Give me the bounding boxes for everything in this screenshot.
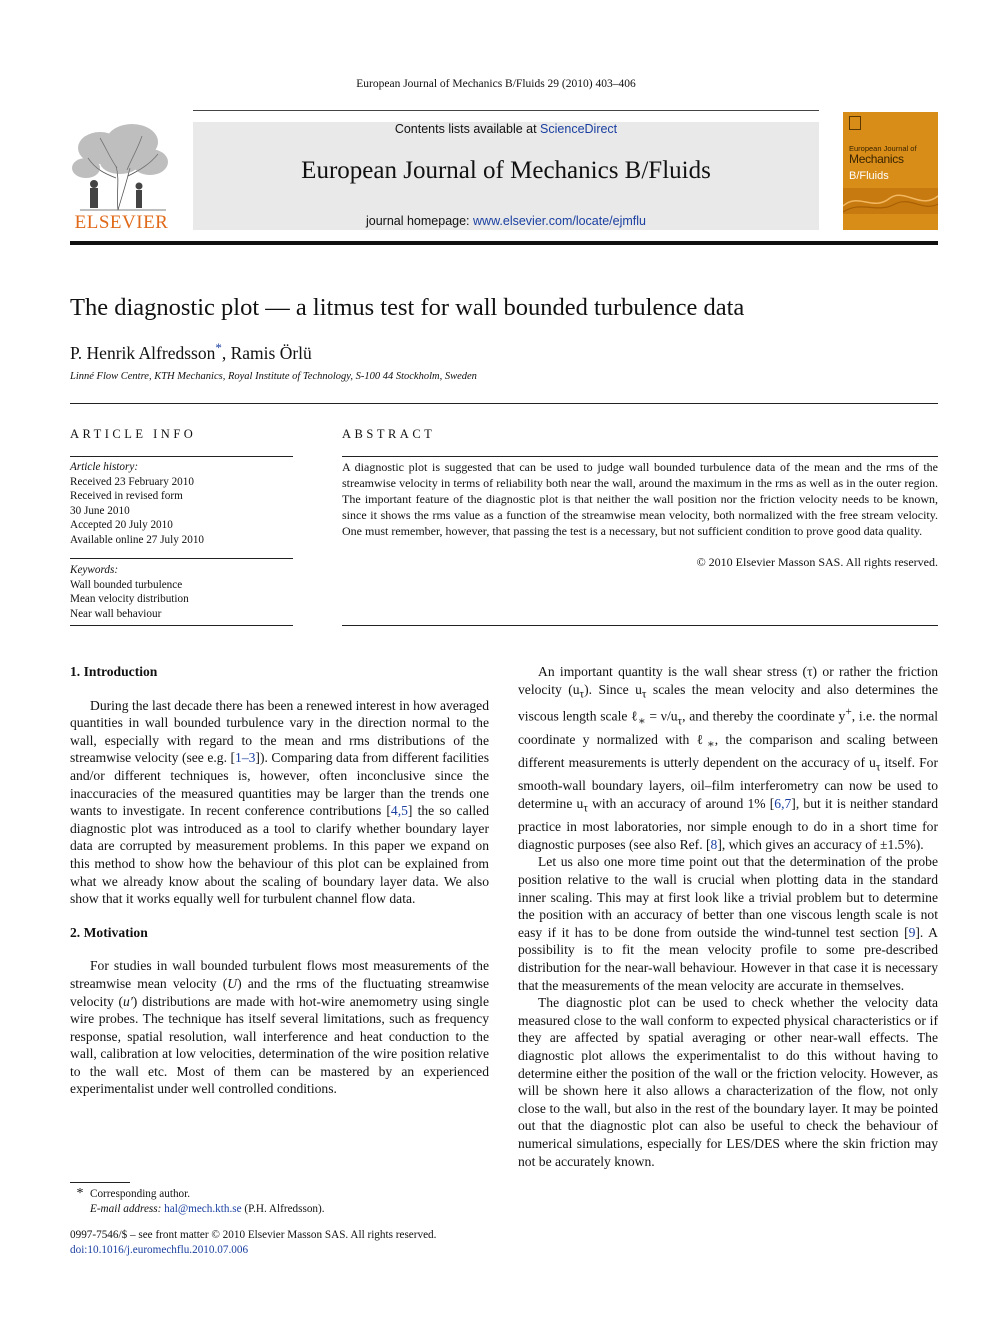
math-subscript: τ xyxy=(641,688,647,701)
paragraph xyxy=(518,853,938,994)
text-run: with an accuracy of around 1% [ xyxy=(587,795,775,811)
footnote xyxy=(70,1186,325,1217)
homepage-link[interactable]: www.elsevier.com/locate/ejmflu xyxy=(473,214,646,228)
abstract-rule xyxy=(342,625,938,626)
corresponding-author-mark[interactable]: * xyxy=(215,340,222,355)
publisher-logo-text: ELSEVIER xyxy=(74,212,169,233)
history-label: Article history: xyxy=(70,461,139,473)
citation-link[interactable]: 6,7 xyxy=(774,795,792,811)
citation-link[interactable]: 8 xyxy=(710,836,718,852)
body-right-column xyxy=(518,663,938,1170)
contents-prefix: Contents lists available at xyxy=(394,122,541,136)
footnote-rule xyxy=(70,1182,130,1183)
author-list xyxy=(70,340,312,364)
text-run: ] the so called diagnostic plot was introduced as a tool to clarify whether boundary layer data are corrupted by measurement problems. In this paper we expand on this method to show how the behaviour of this plot can be explained from what we already know about the scaling of boundary layer data. We also show that it works equally well for turbulent channel flow data. xyxy=(70,803,489,907)
text-run: scales the mean velocity and also determines the viscous length scale ℓ xyxy=(518,681,938,724)
journal-citation: European Journal of Mechanics B/Fluids 29 (2010) 403–406 xyxy=(356,78,636,90)
article-info-rule xyxy=(70,456,293,457)
email-label: E-mail address: xyxy=(90,1203,165,1215)
keywords xyxy=(70,563,300,621)
history-item: Accepted 20 July 2010 xyxy=(70,519,173,531)
paragraph xyxy=(70,957,489,1098)
footnote-mark: * xyxy=(76,1186,84,1201)
history-item: Available online 27 July 2010 xyxy=(70,533,205,546)
paragraph xyxy=(518,663,938,853)
text-run: , the comparison and scaling between different measurements is utterly dependent on the accuracy of u xyxy=(518,731,938,771)
homepage-prefix: journal homepage: xyxy=(365,214,474,228)
author-name: P. Henrik Alfredsson xyxy=(70,342,216,363)
citation-link[interactable]: 1–3 xyxy=(235,750,256,766)
author-separator: , xyxy=(221,342,231,363)
keywords-label: Keywords: xyxy=(70,564,119,576)
paragraph: The diagnostic plot can be used to check whether the velocity data measured close to the wall conform to expected physical characteristics or if they are affected by spatial averaging or other near-wall effects. The diagnostic plot allows the experimentalist to do this without having to determine either the position of the wall or the friction velocity. However, as will be shown here it also allows a characterization of the flow, not only close to the wall, but also in the rest of the boundary layer. It may be pointed out that the diagnostic plot can also be useful to check the behaviour of numerical simulations, especially for LES/DES where the skin friction may not be accurately known. xyxy=(518,995,938,1169)
text-run: During the last decade there has been a renewed interest in how averaged quantities in wall bounded turbulence vary in the direction normal to the wall, especially with regard to the mean and rms distributions of the streamwise velocity (see e.g. [ xyxy=(70,697,489,766)
text-run: itself. For smooth-wall boundary layers, oil–film interferometry can now be used to determine u xyxy=(518,755,939,811)
keyword-item: Wall bounded turbulence xyxy=(70,578,183,591)
article-info-heading: ARTICLE INFO xyxy=(70,427,197,441)
title-rule xyxy=(70,403,938,404)
body-left-column xyxy=(70,663,489,1098)
affiliation: Linné Flow Centre, KTH Mechanics, Royal Institute of Technology, S-100 44 Stockholm, Sweden xyxy=(70,371,477,382)
article-info-rule xyxy=(70,625,293,626)
issn-line: 0997-7546/$ – see front matter © 2010 Elsevier Masson SAS. All rights reserved. xyxy=(70,1229,437,1241)
cover-title-2: Mechanics xyxy=(849,152,904,166)
keyword-item: Near wall behaviour xyxy=(70,607,162,620)
abstract-text: A diagnostic plot is suggested that can be used to judge wall bounded turbulence data of the mean and the rms of the streamwise velocity in terms of reliability both near the wall, around the maximum in the rms as well as in the outer region. The important feature of the diagnostic plot is that neither the wall position nor the friction velocity needs to be known, since it shows the rms value as a function of the streamwise mean velocity, both normalized with the free stream velocity. One must remember, however, that passing the test is a necessary, but not sufficient condition to prove good data quality. xyxy=(342,460,938,538)
journal-name: European Journal of Mechanics B/Fluids xyxy=(301,157,711,184)
cover-pattern xyxy=(843,188,938,214)
math-subscript: τ xyxy=(677,715,683,728)
abstract-heading: ABSTRACT xyxy=(342,427,436,441)
author-name: Ramis Örlü xyxy=(230,342,312,363)
math-superscript: + xyxy=(845,705,852,718)
journal-homepage xyxy=(193,214,819,228)
section-heading: 2. Motivation xyxy=(70,924,148,940)
abstract-rule xyxy=(342,456,938,457)
text-run: ]. A possibility is to fit the mean velocity profile to some pre-described distribution for the near-wall behaviour. However in that case it is necessary that the measurements of the mean velocity are accurate in themselves. xyxy=(518,924,938,993)
math-symbol: u′ xyxy=(123,993,133,1009)
contents-line xyxy=(193,122,819,136)
math-subscript: τ xyxy=(875,761,881,774)
corresponding-author-note: Corresponding author. xyxy=(90,1188,191,1200)
math-subscript: τ xyxy=(579,688,585,701)
text-run: Let us also one more time point out that the determination of the probe position relative to the wall is crucial when plotting data in the standard inner scaling. This may at first look like a trivial problem but to determine the position with an accuracy of better than one viscous length scale is not easy if it has to be done from outside the wind-tunnel test section [ xyxy=(518,854,938,940)
history-item: Received 23 February 2010 xyxy=(70,475,194,488)
math-symbol: U xyxy=(227,975,238,991)
text-run: = ν/u xyxy=(645,708,678,724)
cover-title-1: European Journal of xyxy=(849,144,917,153)
journal-cover-image xyxy=(843,112,938,230)
history-item: Received in revised form xyxy=(70,490,183,502)
text-run: ) and the rms of the fluctuating streamwise velocity ( xyxy=(70,975,489,1009)
abstract-copyright: © 2010 Elsevier Masson SAS. All rights reserved. xyxy=(696,555,938,569)
math-subscript: τ xyxy=(583,802,588,815)
text-run: ]). Comparing data from different facilities and/or different techniques is, however, often inconclusive since the inaccuracies of the measured quantities may be larger than the trends one wants to investigate. In recent conference contributions [ xyxy=(70,750,490,819)
cover-emblem-icon xyxy=(849,116,861,130)
text-run: For studies in wall bounded turbulent flows most measurements of the streamwise mean velocity ( xyxy=(70,958,489,991)
elsevier-logo xyxy=(70,118,173,236)
text-run: ], but it is neither standard practice in most laboratories, nor simple enough to do in a short time for diagnostic purposes (see also Ref. [ xyxy=(518,795,938,852)
header-thick-rule xyxy=(70,241,938,245)
keyword-item: Mean velocity distribution xyxy=(70,593,189,605)
citation-link[interactable]: 4,5 xyxy=(390,803,408,819)
section-heading: 1. Introduction xyxy=(70,664,158,679)
article-history xyxy=(70,460,300,547)
sciencedirect-link[interactable]: ScienceDirect xyxy=(540,122,618,136)
cover-wave-icon xyxy=(843,188,938,214)
history-item: 30 June 2010 xyxy=(70,504,130,517)
text-run: , i.e. the normal coordinate y normalized with ℓ xyxy=(518,708,939,747)
text-run: ). Since u xyxy=(584,681,642,697)
paragraph xyxy=(70,697,489,908)
doi-link[interactable]: doi:10.1016/j.euromechflu.2010.07.006 xyxy=(70,1244,249,1256)
cover-title-3: B/Fluids xyxy=(849,170,889,182)
header-divider xyxy=(193,110,819,111)
text-run: ) distributions are made with hot-wire anemometry using single wire probes. The technique has itself several limitations, such as frequency response, spatial resolution, wall interference and heat conduction to the wall, calibration at low velocities, determination of the wire position relative to the wall etc. Most of them can be mastered by an experienced experimentalist under well controlled conditions. xyxy=(70,993,489,1097)
text-run: An important quantity is the wall shear stress (τ) or rather the friction velocity (u xyxy=(518,664,938,697)
math-subscript: ∗ xyxy=(637,715,646,728)
citation-link[interactable]: 9 xyxy=(908,924,916,940)
email-link[interactable]: hal@mech.kth.se xyxy=(164,1203,242,1215)
article-title: The diagnostic plot — a litmus test for wall bounded turbulence data xyxy=(70,294,745,321)
text-run: , and thereby the coordinate y xyxy=(682,708,846,724)
email-suffix: (P.H. Alfredsson). xyxy=(241,1203,325,1215)
math-subscript: ∗ xyxy=(707,738,715,751)
bottom-meta xyxy=(70,1228,436,1258)
text-run: ], which gives an accuracy of ±1.5%). xyxy=(717,836,924,852)
article-info-rule xyxy=(70,558,293,559)
